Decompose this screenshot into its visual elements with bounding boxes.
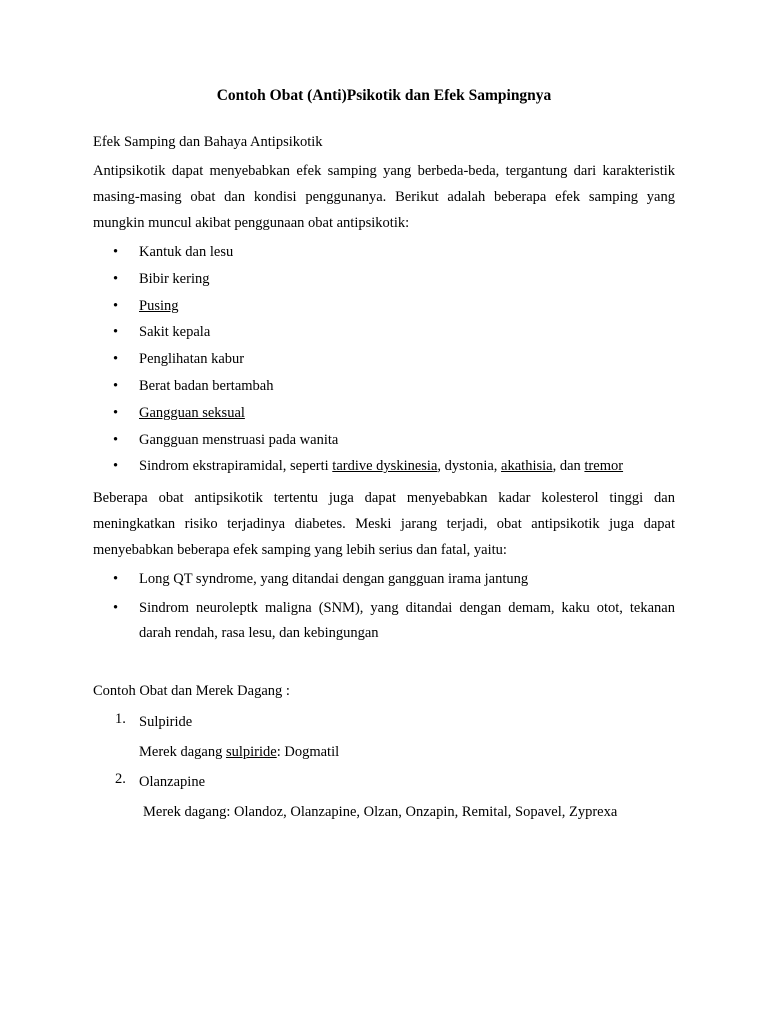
side-effect-text: Berat badan bertambah bbox=[139, 377, 274, 394]
drug-name: Sulpiride bbox=[139, 714, 193, 730]
drug-item-sulpiride bbox=[93, 711, 675, 763]
list-item bbox=[93, 346, 675, 373]
side-effect-text: Sakit kepala bbox=[139, 324, 211, 341]
list-item bbox=[93, 319, 675, 346]
list-item bbox=[93, 427, 675, 454]
list-number: 2. bbox=[115, 771, 126, 787]
bullet-icon: • bbox=[113, 270, 119, 287]
serious-effect-text: Long QT syndrome, yang ditandai dengan gangguan irama jantung bbox=[139, 571, 529, 587]
side-effects-list bbox=[93, 239, 675, 480]
bullet-icon: • bbox=[113, 600, 119, 616]
list-item bbox=[93, 596, 675, 646]
serious-effect-text: Sindrom neuroleptk maligna (SNM), yang ditandai dengan demam, kaku otot, tekanan darah rendah, rasa lesu, dan kebingungan bbox=[139, 600, 675, 641]
list-item bbox=[93, 373, 675, 400]
bullet-icon: • bbox=[113, 351, 119, 368]
side-effect-text: Kantuk dan lesu bbox=[139, 244, 234, 260]
side-effect-text: Gangguan menstruasi pada wanita bbox=[139, 431, 339, 448]
list-number: 1. bbox=[115, 711, 126, 727]
intro-paragraph: Antipsikotik dapat menyebabkan efek samping yang berbeda-beda, tergantung dari karakteristik masing-masing obat dan kondisi penggunanya. Berikut adalah beberapa efek samping yang mungkin muncul akibat penggunaan obat antipsikotik: bbox=[93, 163, 675, 231]
bullet-icon: • bbox=[113, 324, 119, 341]
side-effect-link-pusing[interactable]: Pusing bbox=[139, 297, 179, 314]
drug-name: Olanzapine bbox=[139, 774, 206, 790]
drug-brand-line: Merek dagang: Olandoz, Olanzapine, Olzan, Onzapin, Remital, Sopavel, Zyprexa bbox=[143, 804, 618, 820]
akathisia-link[interactable]: akathisia bbox=[501, 458, 553, 475]
section-heading-drugs: Contoh Obat dan Merek Dagang : bbox=[93, 683, 290, 699]
list-item bbox=[93, 453, 675, 480]
drug-brand-line bbox=[139, 741, 675, 763]
bullet-icon: • bbox=[113, 404, 119, 421]
list-item bbox=[93, 400, 675, 427]
side-effect-text: Penglihatan kabur bbox=[139, 351, 245, 368]
bullet-icon: • bbox=[113, 377, 119, 394]
cholesterol-paragraph: Beberapa obat antipsikotik tertentu juga dapat menyebabkan kadar kolesterol tinggi dan meningkatkan risiko terjadinya diabetes. Meski jarang terjadi, obat antipsikotik juga dapat menyebabkan beberapa efek samping yang lebih serius dan fatal, yaitu: bbox=[93, 490, 675, 558]
sulpiride-link[interactable]: sulpiride bbox=[225, 744, 277, 760]
drug-item-olanzapine bbox=[93, 771, 675, 823]
list-item bbox=[93, 266, 675, 293]
document-title: Contoh Obat (Anti)Psikotik dan Efek Sampingnya bbox=[216, 87, 552, 104]
list-item bbox=[93, 293, 675, 320]
bullet-icon: • bbox=[113, 431, 119, 448]
bullet-icon: • bbox=[113, 458, 119, 475]
tardive-dyskinesia-link[interactable]: tardive dyskinesia bbox=[332, 458, 438, 475]
bullet-icon: • bbox=[113, 297, 119, 314]
eps-prefix: Sindrom ekstrapiramidal, seperti bbox=[139, 458, 333, 475]
list-item bbox=[93, 239, 675, 266]
side-effect-link-gangguan-seksual[interactable]: Gangguan seksual bbox=[139, 404, 245, 421]
bullet-icon: • bbox=[113, 244, 119, 260]
section-heading-side-effects: Efek Samping dan Bahaya Antipsikotik bbox=[93, 134, 323, 150]
side-effect-text: Bibir kering bbox=[139, 270, 210, 287]
brand-suffix: : Dogmatil bbox=[276, 744, 340, 760]
list-item bbox=[93, 567, 675, 592]
brand-prefix: Merek dagang bbox=[139, 744, 226, 760]
bullet-icon: • bbox=[113, 571, 119, 587]
tremor-link[interactable]: tremor bbox=[584, 458, 624, 475]
serious-effects-list bbox=[93, 567, 675, 650]
drug-list bbox=[93, 711, 675, 823]
eps-separator: , dan bbox=[552, 458, 585, 475]
eps-separator: , dystonia, bbox=[437, 458, 502, 475]
